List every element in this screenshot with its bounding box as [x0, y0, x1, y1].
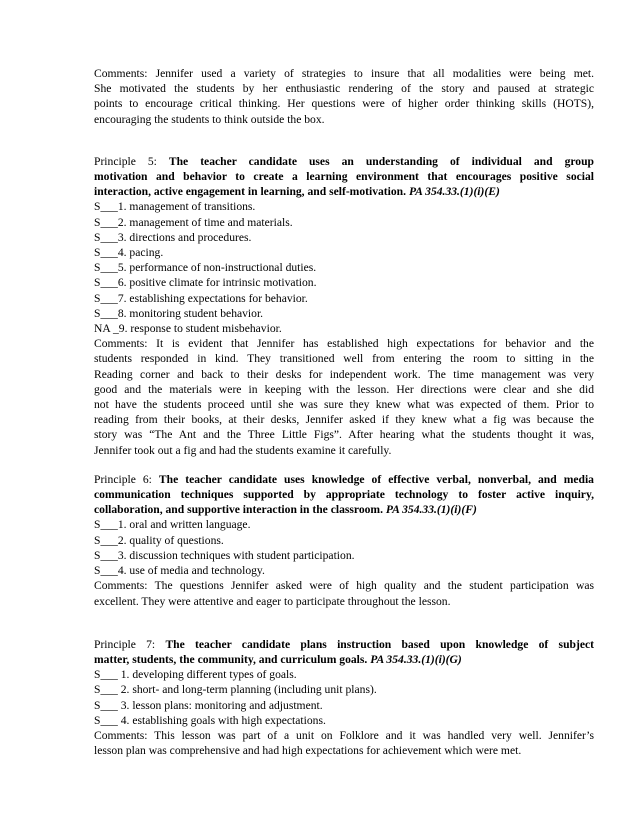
text-line: points to encourage critical thinking. Her questions were of higher order thinking skills (HOTS), — [94, 97, 594, 111]
principle-heading-text: matter, students, the community, and curriculum goals. — [94, 652, 371, 666]
list-item: S___ 3. lesson plans: monitoring and adjustment. — [94, 698, 323, 712]
comment-line: Jennifer took out a fig and had the students examine it carefully. — [94, 443, 392, 457]
comment-line: students responded in kind. They transitioned well from entering the room to sitting in the — [94, 352, 594, 366]
document-page — [94, 66, 594, 758]
principle-heading-text: The teacher candidate uses knowledge of effective verbal, nonverbal, and media — [158, 472, 594, 486]
principle-heading-line — [94, 472, 594, 487]
principle-heading-text: The teacher candidate plans instruction based upon knowledge of subject — [165, 637, 594, 651]
comment-line: Reading corner and back to their desks for independent work. The time management was very — [94, 367, 594, 381]
list-item: S___2. management of time and materials. — [94, 215, 293, 229]
pa-code: PA 354.33.(1)(i)(E) — [408, 185, 500, 199]
list-item: S___ 4. establishing goals with high expectations. — [94, 713, 326, 727]
principle-label: Principle 5: — [94, 154, 169, 168]
principle-heading-text: collaboration, and supportive interaction in the classroom. — [94, 503, 386, 517]
comment-line: lesson plan was comprehensive and had high expectations for achievement which were met. — [94, 744, 522, 758]
pa-code: PA 354.33.(1)(i)(G) — [370, 652, 462, 666]
principle-heading-line — [94, 637, 594, 652]
text-line: Comments: Jennifer used a variety of strategies to insure that all modalities were being met. — [94, 67, 594, 80]
principle-heading-line: communication techniques supported by appropriate technology to foster active inquiry, — [94, 488, 594, 502]
principle-label: Principle 7: — [94, 637, 166, 651]
principle-heading-line — [94, 184, 594, 199]
pa-code: PA 354.33.(1)(i)(F) — [385, 503, 477, 517]
principle-label: Principle 6: — [94, 472, 159, 486]
comment-line: story was “The Ant and the Three Little Figs”. After hearing what the students thought it was, — [94, 428, 594, 442]
text-line: She motivated the students by her enthusiastic rendering of the story and paused at strategic — [94, 82, 594, 96]
list-item: S___2. quality of questions. — [94, 533, 224, 547]
principle-heading-line — [94, 652, 594, 667]
list-item: S___4. use of media and technology. — [94, 564, 265, 578]
list-item: S___1. oral and written language. — [94, 518, 251, 532]
comment-line: reading from their books, at their desks, Jennifer asked if they knew what a fig was because the — [94, 413, 594, 427]
list-item: S___7. establishing expectations for behavior. — [94, 291, 308, 305]
intro-comments — [94, 66, 594, 127]
comment-line: excellent. They were attentive and eager to participate throughout the lesson. — [94, 594, 451, 608]
principle-7 — [94, 637, 594, 759]
principle-heading-text: interaction, active engagement in learning, and self-motivation. — [94, 185, 409, 199]
principle-heading-text: The teacher candidate uses an understanding of individual and group — [168, 154, 594, 168]
list-item: S___ 1. developing different types of goals. — [94, 668, 297, 682]
list-item: S___5. performance of non-instructional duties. — [94, 261, 317, 275]
principle-heading-line: motivation and behavior to create a learning environment that encourages positive social — [94, 170, 594, 184]
principle-6 — [94, 472, 594, 609]
principle-heading-line — [94, 154, 594, 169]
principle-heading-line — [94, 502, 594, 517]
comment-line: Comments: This lesson was part of a unit on Folklore and it was handled very well. Jennifer’s — [94, 728, 594, 742]
comment-line: good and the materials were in keeping with the lesson. Her directions were clear and she did — [94, 382, 594, 396]
list-item: S___3. directions and procedures. — [94, 230, 252, 244]
list-item: NA _9. response to student misbehavior. — [94, 322, 282, 336]
list-item: S___4. pacing. — [94, 246, 164, 260]
list-item: S___ 2. short- and long-term planning (including unit plans). — [94, 683, 377, 697]
text-line: encouraging the students to think outside the box. — [94, 112, 325, 126]
list-item: S___3. discussion techniques with student participation. — [94, 548, 355, 562]
list-item: S___8. monitoring student behavior. — [94, 306, 264, 320]
principle-5 — [94, 154, 594, 458]
comment-line: not have the students proceed until she was sure they knew what was expected of them. Prior to — [94, 398, 594, 412]
list-item: S___6. positive climate for intrinsic motivation. — [94, 276, 317, 290]
list-item: S___1. management of transitions. — [94, 200, 256, 214]
comment-line: Comments: It is evident that Jennifer has established high expectations for behavior and the — [94, 337, 594, 351]
comment-line: Comments: The questions Jennifer asked were of high quality and the student participation was — [94, 579, 594, 593]
